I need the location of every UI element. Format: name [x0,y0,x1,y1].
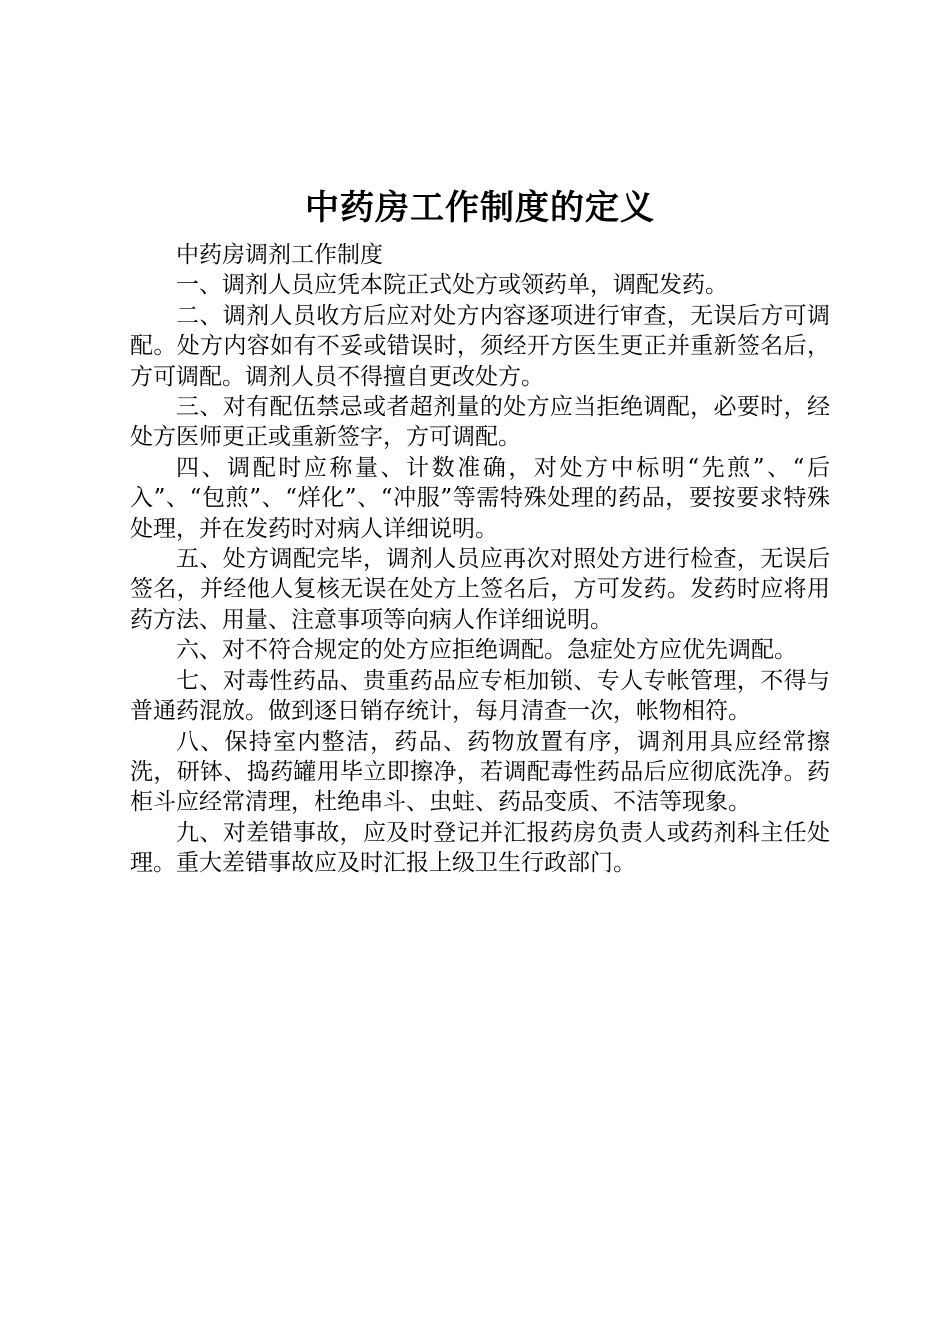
paragraph-1: 一、调剂人员应凭本院正式处方或领药单，调配发药。 [176,272,728,299]
paragraph-2: 二、调剂人员收方后应对处方内容逐项进行审查，无误后方可调配。处方内容如有不妥或错误时，须经开方医生更正并重新签名后，方可调配。调剂人员不得擅自更改处方。 [130,302,830,390]
paragraph-5: 五、处方调配完毕，调剂人员应再次对照处方进行检查，无误后签名，并经他人复核无误在处方上签名后，方可发药。发药时应将用药方法、用量、注意事项等向病人作详细说明。 [130,546,830,633]
document-body [130,184,830,879]
section-heading: 中药房调剂工作制度 [176,242,383,268]
paragraph-8: 八、保持室内整洁，药品、药物放置有序，调剂用具应经常擦洗，研钵、捣药罐用毕立即擦净，若调配毒性药品后应彻底洗净。药柜斗应经常清理，杜绝串斗、虫蛀、药品变质、不洁等现象。 [130,728,830,816]
paragraph-9: 九、对差错事故，应及时登记并汇报药房负责人或药剂科主任处理。重大差错事故应及时汇报上级卫生行政部门。 [130,819,830,877]
document-title: 中药房工作制度的定义 [305,188,655,228]
paragraph-6: 六、对不符合规定的处方应拒绝调配。急症处方应优先调配。 [176,637,797,664]
paragraph-3: 三、对有配伍禁忌或者超剂量的处方应当拒绝调配，必要时，经处方医师更正或重新签字，方可调配。 [130,394,830,451]
paragraph-7: 七、对毒性药品、贵重药品应专柜加锁、专人专帐管理，不得与普通药混放。做到逐日销存统计，每月清查一次，帐物相符。 [130,667,830,725]
paragraph-4: 四、调配时应称量、计数准确，对处方中标明“先煎”、“后入”、“包煎”、“烊化”、“冲服”等需特殊处理的药品，要按要求特殊处理，并在发药时对病人详细说明。 [130,454,830,542]
